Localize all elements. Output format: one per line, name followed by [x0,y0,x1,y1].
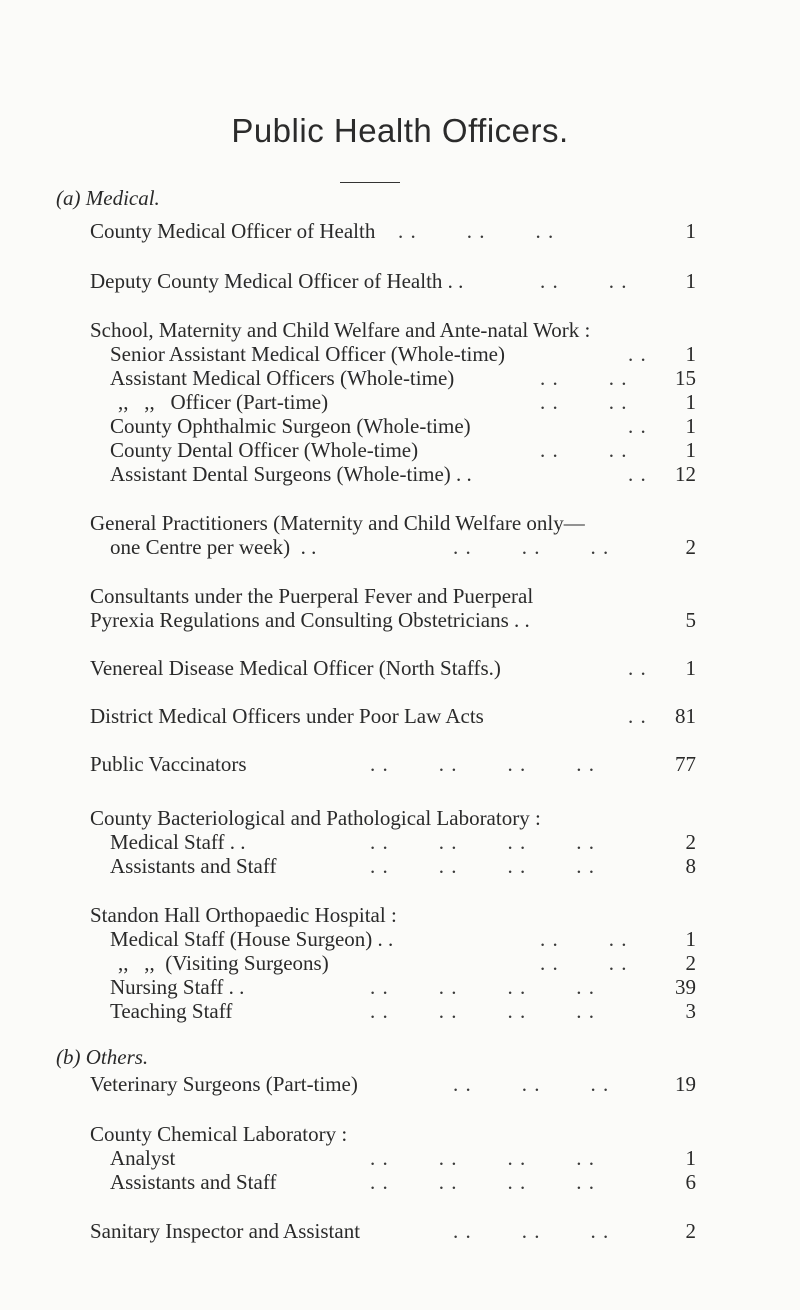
row-label-lab-medical: Medical Staff . . [110,830,246,854]
group-heading-chem: County Chemical Laboratory : [90,1122,348,1146]
row-value-sanitary: 2 [685,1219,696,1243]
row-label-amo-part: ,, ,, Officer (Part-time) [118,390,329,414]
section-a-heading [56,186,160,210]
leader-dots: . . . . . . [398,219,555,243]
group-heading-school: School, Maternity and Child Welfare and Ante-natal Work : [90,318,591,342]
row-label-dental: County Dental Officer (Whole-time) [110,438,419,462]
leader-dots: . . [628,704,647,728]
leader-dots: . . [628,342,647,366]
row-value-vaccinators: 77 [675,752,696,776]
section-b-label: (b) [56,1045,81,1069]
row-label-amo-whole: Assistant Medical Officers (Whole-time) [110,366,455,390]
row-label-veterinary: Veterinary Surgeons (Part-time) [90,1072,358,1096]
row-value-chem-analyst: 1 [685,1146,696,1170]
row-label-county-moh: County Medical Officer of Health [90,219,376,243]
row-value-amo-whole: 15 [675,366,696,390]
row-value-standon-nursing: 39 [675,975,696,999]
leader-dots: . . [628,414,647,438]
row-value-county-moh: 1 [685,219,696,243]
group-heading-lab: County Bacteriological and Pathological Laboratory : [90,806,541,830]
leader-dots: . . . . . . . . [370,975,595,999]
row-value-district: 81 [675,704,696,728]
row-label-vaccinators: Public Vaccinators [90,752,247,776]
row-label-cons-line1: Consultants under the Puerperal Fever and Puerperal [90,584,534,608]
row-label-sanitary: Sanitary Inspector and Assistant [90,1219,361,1243]
row-label-standon-teaching: Teaching Staff [110,999,233,1023]
leader-dots: . . . . [540,269,628,293]
row-label-cons-line2: Pyrexia Regulations and Consulting Obstetricians . . [90,608,530,632]
page-title: Public Health Officers. [231,112,569,149]
section-b-heading [56,1045,148,1069]
row-value-standon-teaching: 3 [685,999,696,1023]
row-label-vd: Venereal Disease Medical Officer (North Staffs.) [90,656,501,680]
leader-dots: . . . . [540,927,628,951]
row-label-deputy-moh: Deputy County Medical Officer of Health . . [90,269,464,293]
section-a-label: (a) [56,186,81,210]
leader-dots: . . . . . . [453,1072,610,1096]
row-label-standon-visiting: ,, ,, (Visiting Surgeons) [118,951,329,975]
leader-dots: . . . . . . . . [370,830,595,854]
row-value-standon-house: 1 [685,927,696,951]
row-value-senior-amo: 1 [685,342,696,366]
leader-dots: . . . . [540,951,628,975]
section-b-title: Others. [85,1045,149,1069]
row-value-lab-medical: 2 [685,830,696,854]
row-label-chem-assistants: Assistants and Staff [110,1170,277,1194]
group-heading-standon: Standon Hall Orthopaedic Hospital : [90,903,397,927]
row-label-lab-assistants: Assistants and Staff [110,854,277,878]
row-value-veterinary: 19 [675,1072,696,1096]
row-value-cons: 5 [685,608,696,632]
row-label-ophthalmic: County Ophthalmic Surgeon (Whole-time) [110,414,471,438]
row-value-gp: 2 [685,535,696,559]
row-label-gp-line1: General Practitioners (Maternity and Child Welfare only— [90,511,585,535]
row-value-ophthalmic: 1 [685,414,696,438]
row-value-vd: 1 [685,656,696,680]
row-value-deputy-moh: 1 [685,269,696,293]
row-label-district: District Medical Officers under Poor Law Acts [90,704,484,728]
leader-dots: . . . . . . [453,535,610,559]
row-value-lab-assistants: 8 [685,854,696,878]
leader-dots: . . . . . . . . [370,752,595,776]
leader-dots: . . . . [540,438,628,462]
row-value-standon-visiting: 2 [685,951,696,975]
leader-dots: . . . . . . . . [370,999,595,1023]
leader-dots: . . . . . . . . [370,854,595,878]
leader-dots: . . . . . . . . [370,1170,595,1194]
leader-dots: . . [628,462,647,486]
leader-dots: . . . . . . [453,1219,610,1243]
row-label-gp-line2: one Centre per week) . . [110,535,317,559]
row-label-chem-analyst: Analyst [110,1146,176,1170]
row-label-standon-nursing: Nursing Staff . . [110,975,245,999]
leader-dots: . . . . . . . . [370,1146,595,1170]
row-value-asst-dental: 12 [675,462,696,486]
leader-dots: . . . . [540,366,628,390]
row-value-chem-assistants: 6 [685,1170,696,1194]
row-value-amo-part: 1 [685,390,696,414]
row-label-standon-house: Medical Staff (House Surgeon) . . [110,927,394,951]
leader-dots: . . . . [540,390,628,414]
section-a-title: Medical. [85,186,160,210]
row-label-senior-amo: Senior Assistant Medical Officer (Whole-time) [110,342,506,366]
leader-dots: . . [628,656,647,680]
title-divider [340,182,400,183]
row-value-dental: 1 [685,438,696,462]
row-label-asst-dental: Assistant Dental Surgeons (Whole-time) . . [110,462,472,486]
